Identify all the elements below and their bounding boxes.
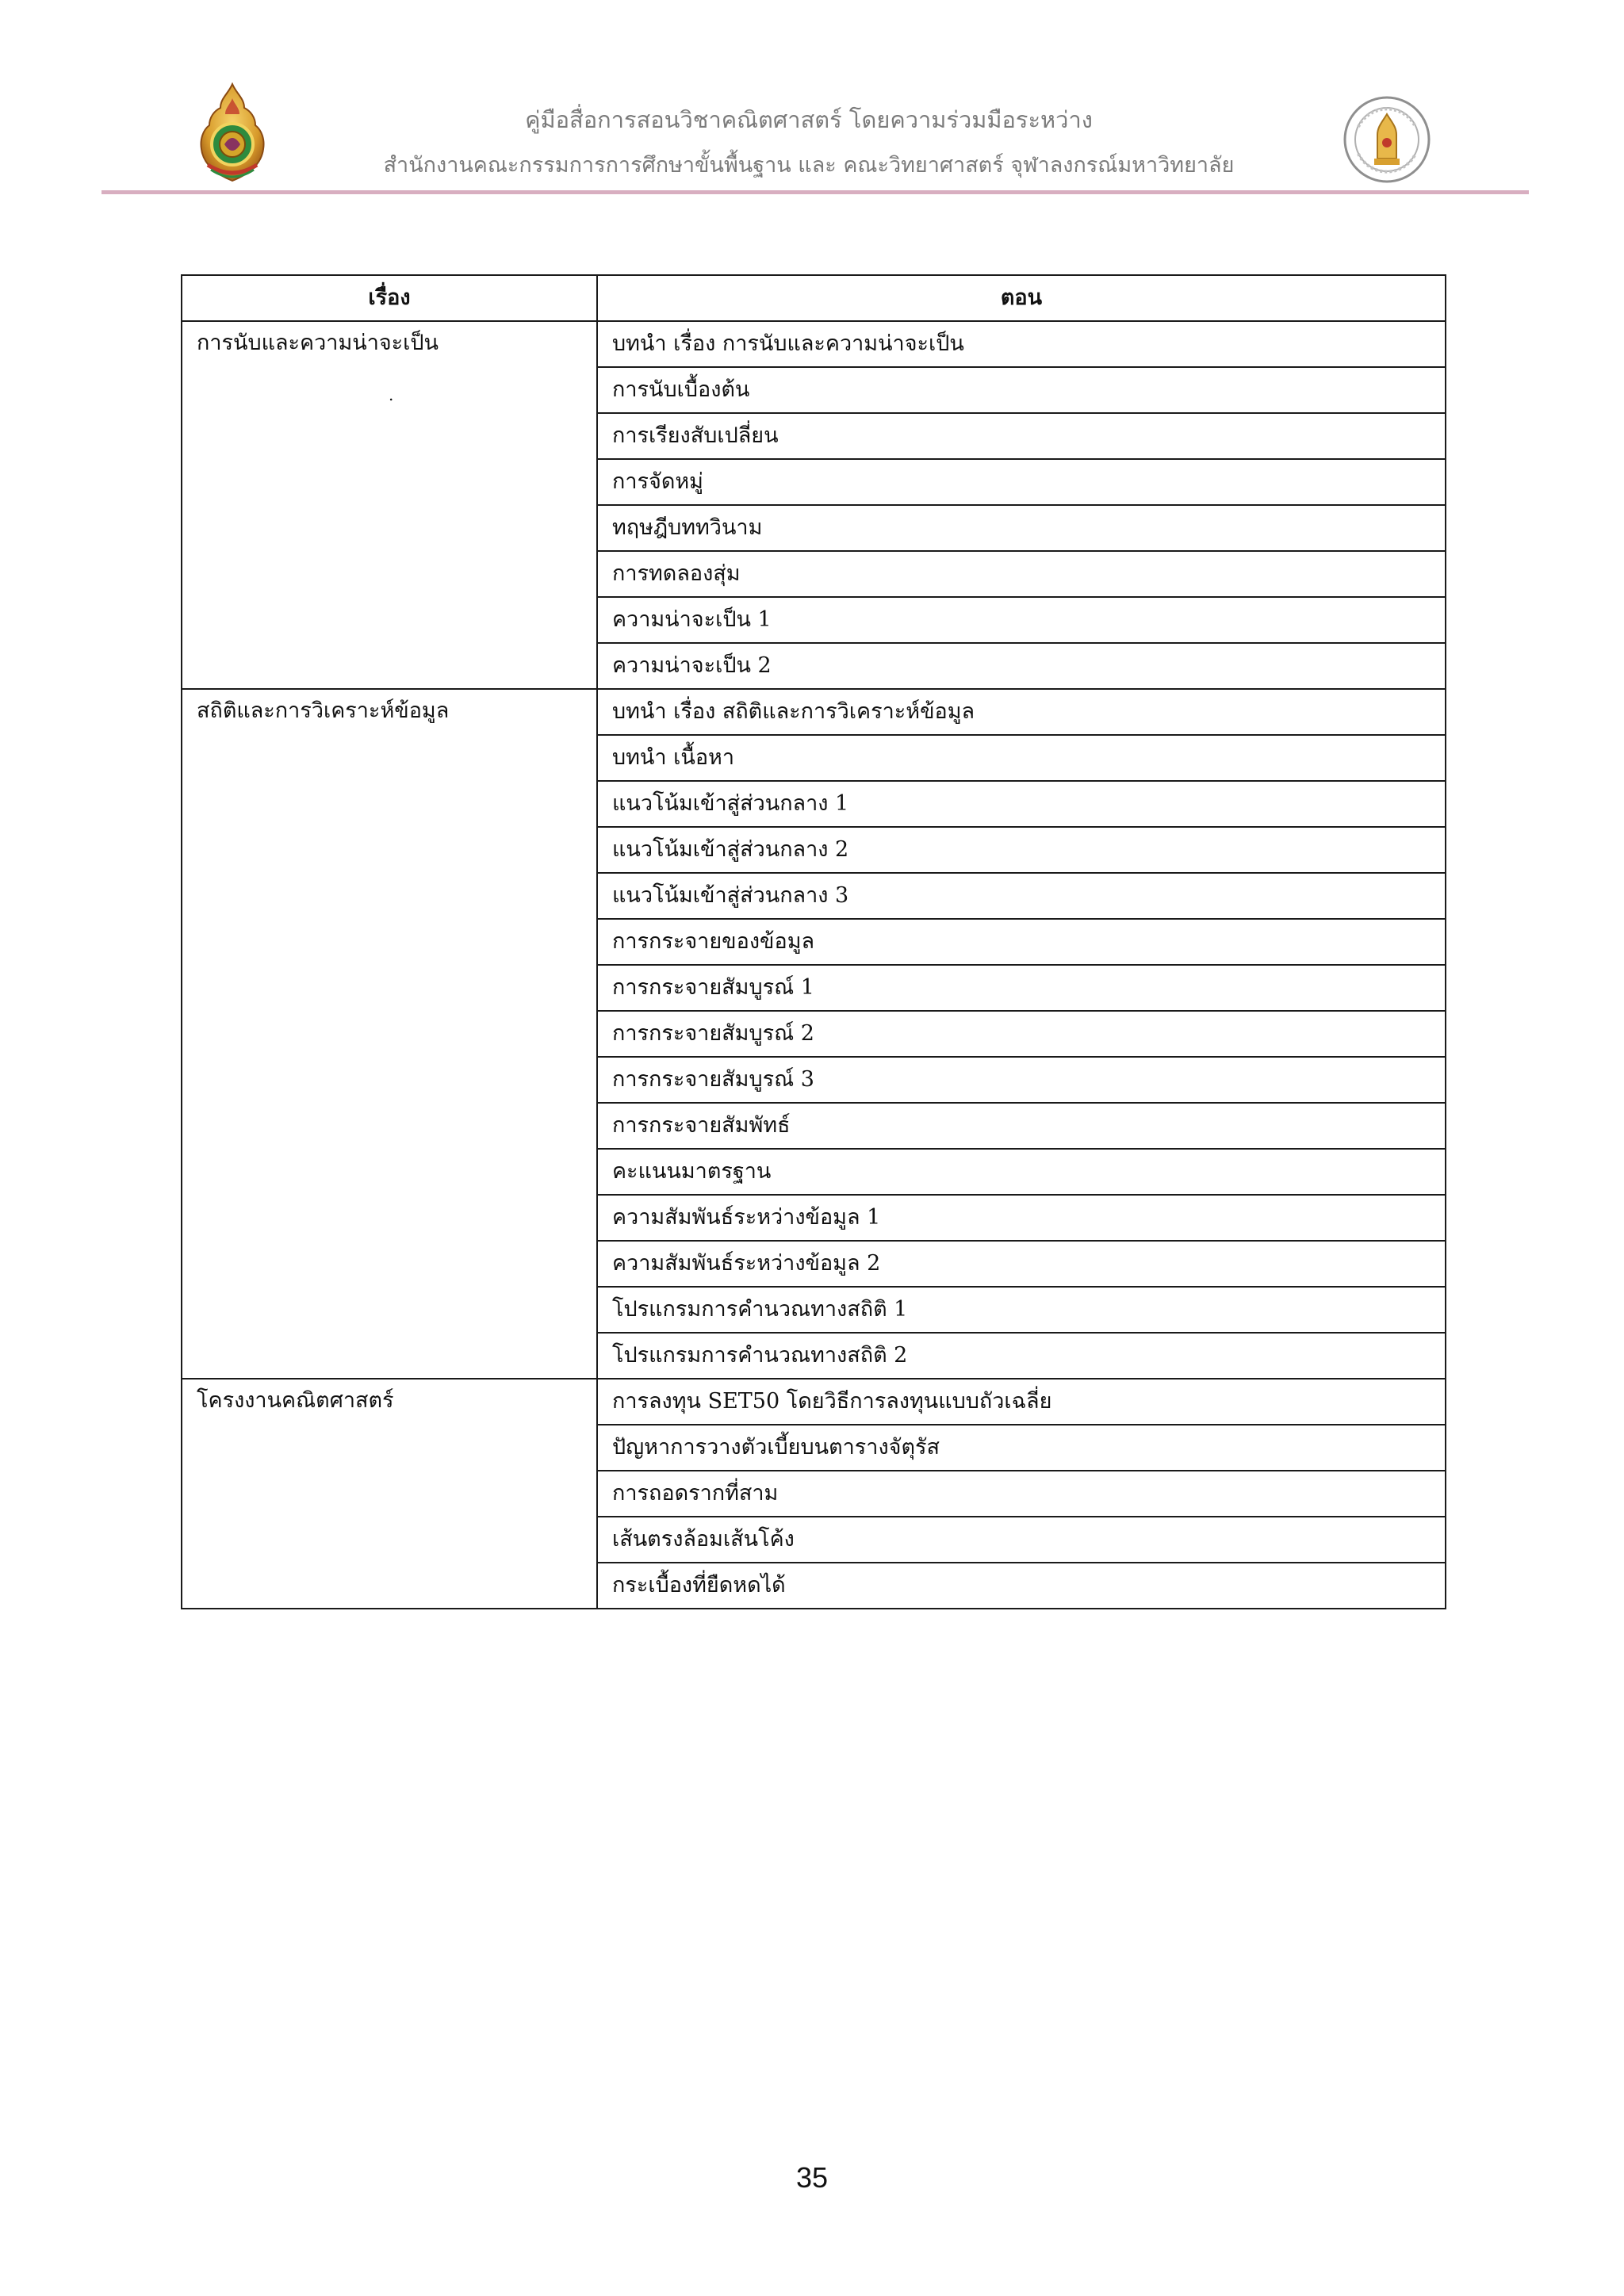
content-table — [181, 274, 1446, 1609]
table-header-row — [182, 275, 1446, 321]
episode-cell: การเรียงสับเปลี่ยน — [597, 413, 1446, 459]
episode-cell: บทนำ เนื้อหา — [597, 735, 1446, 781]
topic-cell — [182, 321, 597, 689]
episode-cell: ความน่าจะเป็น 2 — [597, 643, 1446, 689]
episode-cell: การทดลองสุ่ม — [597, 551, 1446, 597]
topic-cell — [182, 1379, 597, 1609]
episode-cell: ปัญหาการวางตัวเบี้ยบนตารางจัตุรัส — [597, 1425, 1446, 1471]
episode-cell: การจัดหมู่ — [597, 459, 1446, 505]
episode-cell: ทฤษฎีบททวินาม — [597, 505, 1446, 551]
page-number: 35 — [795, 2161, 829, 2194]
episode-cell: การนับเบื้องต้น — [597, 367, 1446, 413]
table-body — [182, 321, 1446, 1609]
episode-cell: แนวโน้มเข้าสู่ส่วนกลาง 2 — [597, 827, 1446, 873]
episode-cell: การกระจายสัมพัทธ์ — [597, 1103, 1446, 1149]
episode-cell: ความสัมพันธ์ระหว่างข้อมูล 1 — [597, 1195, 1446, 1241]
table-row — [182, 689, 1446, 735]
topic-cell — [182, 689, 597, 1379]
episode-cell: โปรแกรมการคำนวณทางสถิติ 2 — [597, 1333, 1446, 1379]
header-rule — [102, 190, 1529, 194]
episode-cell: แนวโน้มเข้าสู่ส่วนกลาง 3 — [597, 873, 1446, 919]
obec-emblem-icon — [197, 82, 268, 184]
chula-science-emblem-icon — [1342, 95, 1431, 184]
episode-cell: การกระจายของข้อมูล — [597, 919, 1446, 965]
episode-cell: การกระจายสัมบูรณ์ 3 — [597, 1057, 1446, 1103]
episode-cell: กระเบื้องที่ยืดหดได้ — [597, 1563, 1446, 1609]
column-header-episode: ตอน — [597, 275, 1446, 321]
episode-cell: ความสัมพันธ์ระหว่างข้อมูล 2 — [597, 1241, 1446, 1287]
topic-label: การนับและความน่าจะเป็น — [197, 331, 439, 355]
episode-cell: แนวโน้มเข้าสู่ส่วนกลาง 1 — [597, 781, 1446, 827]
table-row — [182, 1379, 1446, 1425]
episode-cell: การลงทุน SET50 โดยวิธีการลงทุนแบบถัวเฉลี่ย — [597, 1379, 1446, 1425]
page-header — [0, 0, 1624, 198]
topic-label: สถิติและการวิเคราะห์ข้อมูล — [197, 698, 450, 723]
table-row — [182, 321, 1446, 367]
episode-cell: เส้นตรงล้อมเส้นโค้ง — [597, 1517, 1446, 1563]
episode-cell: การกระจายสัมบูรณ์ 2 — [597, 1011, 1446, 1057]
header-title-line2: สำนักงานคณะกรรมการการศึกษาขั้นพื้นฐาน และ คณะวิทยาศาสตร์ จุฬาลงกรณ์มหาวิทยาลัย — [383, 153, 1235, 178]
header-title-line1: คู่มือสื่อการสอนวิชาคณิตศาสตร์ โดยความร่วมมือระหว่าง — [525, 106, 1093, 133]
topic-label: โครงงานคณิตศาสตร์ — [197, 1388, 394, 1413]
episode-cell: คะแนนมาตรฐาน — [597, 1149, 1446, 1195]
episode-cell: การถอดรากที่สาม — [597, 1471, 1446, 1517]
episode-cell: บทนำ เรื่อง สถิติและการวิเคราะห์ข้อมูล — [597, 689, 1446, 735]
column-header-topic: เรื่อง — [182, 275, 597, 321]
episode-cell: โปรแกรมการคำนวณทางสถิติ 1 — [597, 1287, 1446, 1333]
episode-cell: การกระจายสัมบูรณ์ 1 — [597, 965, 1446, 1011]
stray-mark: . — [389, 385, 394, 404]
episode-cell: บทนำ เรื่อง การนับและความน่าจะเป็น — [597, 321, 1446, 367]
episode-cell: ความน่าจะเป็น 1 — [597, 597, 1446, 643]
